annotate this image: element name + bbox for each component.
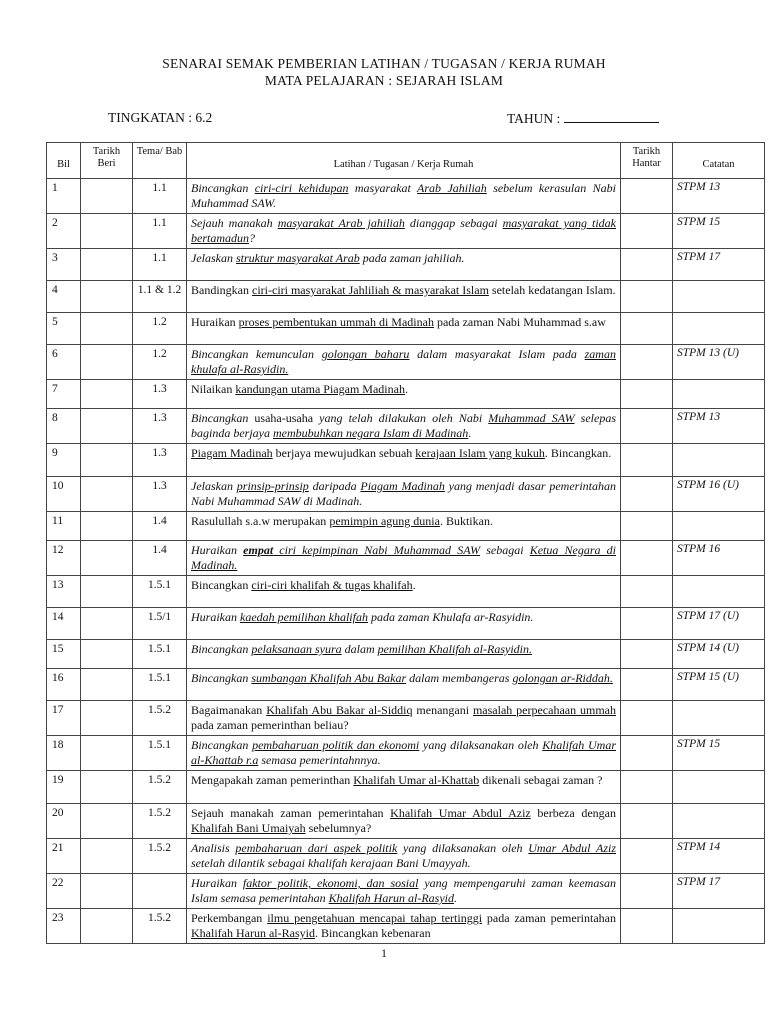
tema-bab-cell: 1.5.2 [133, 771, 187, 804]
tema-bab-cell: 1.3 [133, 477, 187, 512]
task-text-segment: Piagam Madinah [360, 479, 445, 493]
task-text-segment: Khalifah Harun al-Rasyid [191, 926, 315, 940]
task-text-segment: sumbangan Khalifah Abu Bakar [251, 671, 407, 685]
task-text-segment: . Bincangkan kebenaran [314, 926, 431, 940]
tarikh-beri-cell [81, 409, 133, 444]
task-text-segment: Piagam Madinah [191, 446, 273, 460]
task-cell [187, 736, 621, 771]
task-text-segment: sebelumnya? [305, 821, 372, 835]
table-row [47, 281, 765, 313]
task-text-segment: Sejauh manakah zaman pemerintahan [191, 806, 391, 820]
task-text-segment: ? [597, 773, 603, 787]
row-number: 7 [47, 380, 81, 409]
tarikh-hantar-cell [621, 608, 673, 640]
task-text-segment: Bagaimanakan [191, 703, 267, 717]
catatan-cell [673, 771, 765, 804]
catatan-cell: STPM 13 [673, 179, 765, 214]
table-header-row [47, 143, 765, 179]
tarikh-beri-cell [81, 608, 133, 640]
task-text-segment: golongan ar-Riddah. [512, 671, 613, 685]
task-cell [187, 281, 621, 313]
task-text-segment: pada zaman jahiliah. [359, 251, 465, 265]
tarikh-beri-cell [81, 909, 133, 944]
tarikh-beri-cell [81, 214, 133, 249]
task-text-segment: Arab Jahiliah [417, 181, 487, 195]
tarikh-beri-cell [81, 541, 133, 576]
catatan-cell [673, 380, 765, 409]
row-number: 8 [47, 409, 81, 444]
subject-title: MATA PELAJARAN : SEJARAH ISLAM [264, 73, 504, 88]
tarikh-hantar-cell [621, 909, 673, 944]
tarikh-hantar-cell [621, 874, 673, 909]
task-text-segment: berjaya mewujudkan sebuah [272, 446, 416, 460]
task-cell [187, 477, 621, 512]
task-text-segment: pemimpin agung dunia [329, 514, 440, 528]
table-row [47, 179, 765, 214]
task-text-segment: pemilihan Khalifah al-Rasyidin. [377, 642, 532, 656]
catatan-cell [673, 804, 765, 839]
tema-bab-cell: 1.5.2 [133, 839, 187, 874]
catatan-cell: STPM 14 (U) [673, 640, 765, 669]
col-header-tarikh-beri: Tarikh Beri [81, 143, 133, 179]
table-row [47, 736, 765, 771]
tahun-label: TAHUN : [507, 111, 561, 126]
task-cell [187, 669, 621, 701]
row-number: 2 [47, 214, 81, 249]
task-text-segment: Perkembangan [191, 911, 268, 925]
row-number: 23 [47, 909, 81, 944]
catatan-cell: STPM 15 [673, 214, 765, 249]
task-cell [187, 608, 621, 640]
tema-bab-cell: 1.1 & 1.2 [133, 281, 187, 313]
row-number: 22 [47, 874, 81, 909]
tema-bab-cell: 1.3 [133, 444, 187, 477]
task-text-segment: Huraikan [191, 543, 244, 557]
tarikh-beri-cell [81, 345, 133, 380]
row-number: 9 [47, 444, 81, 477]
tarikh-hantar-cell [621, 701, 673, 736]
row-number: 17 [47, 701, 81, 736]
task-text-segment: Huraikan [191, 876, 243, 890]
task-text-segment: Bincangkan [191, 578, 252, 592]
task-text-segment: dalam [341, 642, 378, 656]
catatan-cell [673, 701, 765, 736]
task-text-segment: pada zaman Nabi Muhammad s.aw [433, 315, 606, 329]
task-text-segment: Khalifah Umar al-Khattab r.a [191, 738, 616, 767]
row-number: 19 [47, 771, 81, 804]
task-cell [187, 409, 621, 444]
task-text-segment: Jelaskan [191, 251, 236, 265]
tema-bab-cell: 1.2 [133, 345, 187, 380]
table-row [47, 839, 765, 874]
tema-bab-cell: 1.5.2 [133, 701, 187, 736]
row-number: 1 [47, 179, 81, 214]
task-text-segment: Sejauh manakah [191, 216, 278, 230]
task-text-segment: sebagai [480, 543, 530, 557]
table-row [47, 608, 765, 640]
task-text-segment: Nilaikan [191, 382, 236, 396]
catatan-cell: STPM 17 [673, 249, 765, 281]
tarikh-hantar-cell [621, 576, 673, 608]
task-text-segment: ? [249, 231, 255, 245]
task-text-segment: pada zaman pemerinthan beliau? [191, 718, 349, 732]
task-text-segment: Bincangkan [191, 738, 253, 752]
row-number: 21 [47, 839, 81, 874]
row-number: 15 [47, 640, 81, 669]
task-cell [187, 444, 621, 477]
table-row [47, 444, 765, 477]
task-text-segment: yang mempengaruhi zaman keemasan Islam semasa pemerintahan [191, 876, 616, 905]
task-text-segment: proses pembentukan ummah di Madinah [238, 315, 434, 329]
task-text-segment: dianggap sebagai [404, 216, 503, 230]
tarikh-beri-cell [81, 576, 133, 608]
task-text-segment: dikenali sebagai zaman [479, 773, 598, 787]
row-number: 10 [47, 477, 81, 512]
tema-bab-cell: 1.2 [133, 313, 187, 345]
tarikh-beri-cell [81, 669, 133, 701]
task-text-segment: pada zaman Khulafa ar-Rasyidin. [367, 610, 534, 624]
row-number: 18 [47, 736, 81, 771]
tarikh-hantar-cell [621, 804, 673, 839]
task-text-segment: masalah perpecahaan ummah [472, 703, 616, 717]
tarikh-hantar-cell [621, 669, 673, 701]
task-text-segment: Bincangkan kemunculan [191, 347, 322, 361]
tarikh-hantar-cell [621, 640, 673, 669]
task-text-segment: yang dilaksanakan oleh [419, 738, 543, 752]
task-cell [187, 909, 621, 944]
tarikh-hantar-cell [621, 345, 673, 380]
tema-bab-cell: 1.5.1 [133, 669, 187, 701]
task-text-segment: pada zaman pemerintahan [482, 911, 616, 925]
task-text-segment: . [454, 891, 457, 905]
task-cell [187, 313, 621, 345]
catatan-cell: STPM 15 (U) [673, 669, 765, 701]
tarikh-hantar-cell [621, 179, 673, 214]
catatan-cell [673, 281, 765, 313]
col-header-bil: Bil [47, 143, 81, 179]
task-text-segment: prinsip-prinsip [236, 479, 309, 493]
tarikh-hantar-cell [621, 380, 673, 409]
task-text-segment: Bincangkan [191, 181, 255, 195]
tema-bab-cell [133, 874, 187, 909]
catatan-cell: STPM 14 [673, 839, 765, 874]
tema-bab-cell: 1.5.2 [133, 909, 187, 944]
task-text-segment: masyarakat [348, 181, 418, 195]
tarikh-hantar-cell [621, 541, 673, 576]
row-number: 20 [47, 804, 81, 839]
task-cell [187, 804, 621, 839]
row-number: 11 [47, 512, 81, 541]
row-number: 16 [47, 669, 81, 701]
task-text-segment: Bincangkan [191, 671, 252, 685]
tema-bab-cell: 1.1 [133, 179, 187, 214]
catatan-cell: STPM 13 (U) [673, 345, 765, 380]
tarikh-beri-cell [81, 313, 133, 345]
task-text-segment: Muhammad SAW [488, 411, 575, 425]
task-text-segment: struktur masyarakat Arab [235, 251, 360, 265]
task-text-segment: Ketua Negara di Madinah. [191, 543, 617, 572]
tarikh-hantar-cell [621, 313, 673, 345]
tema-bab-cell: 1.3 [133, 380, 187, 409]
table-row [47, 576, 765, 608]
task-text-segment: ciri kepimpinan Nabi Muhammad SAW [273, 543, 481, 557]
catatan-cell: STPM 17 [673, 874, 765, 909]
task-cell [187, 701, 621, 736]
col-header-tema-bab: Tema/ Bab [133, 143, 187, 179]
task-text-segment: selepas baginda berjaya [191, 411, 616, 440]
task-text-segment: ilmu pengetahuan mencapai tahap tertinggi [267, 911, 483, 925]
task-text-segment: ciri-ciri khalifah & tugas khalifah [251, 578, 413, 592]
task-text-segment: semasa pemerintahnnya. [258, 753, 381, 767]
table-row [47, 804, 765, 839]
task-text-segment: ciri-ciri kehidupan [254, 181, 349, 195]
row-number: 12 [47, 541, 81, 576]
task-text-segment: Analisis [191, 841, 236, 855]
task-cell [187, 179, 621, 214]
row-number: 6 [47, 345, 81, 380]
table-row [47, 541, 765, 576]
task-text-segment: Khalifah Abu Bakar al-Siddiq [266, 703, 413, 717]
tarikh-beri-cell [81, 640, 133, 669]
tarikh-beri-cell [81, 477, 133, 512]
table-row [47, 701, 765, 736]
tema-bab-cell: 1.1 [133, 214, 187, 249]
tarikh-beri-cell [81, 380, 133, 409]
task-text-segment: Bincangkan [191, 642, 252, 656]
col-header-tarikh-hantar: Tarikh Hantar [621, 143, 673, 179]
tarikh-beri-cell [81, 281, 133, 313]
task-text-segment: kerajaan Islam yang kukuh [415, 446, 545, 460]
task-text-segment: Umar Abdul Aziz [528, 841, 616, 855]
tarikh-beri-cell [81, 874, 133, 909]
task-text-segment: . Buktikan. [439, 514, 493, 528]
catatan-cell: STPM 16 (U) [673, 477, 765, 512]
tema-bab-cell: 1.3 [133, 409, 187, 444]
col-header-catatan: Catatan [673, 143, 765, 179]
task-text-segment: . [412, 578, 416, 592]
table-row [47, 477, 765, 512]
task-text-segment: Rasulullah s.a.w merupakan [191, 514, 330, 528]
task-text-segment: zaman khulafa al-Rasyidin. [191, 347, 616, 376]
catatan-cell [673, 512, 765, 541]
row-number: 3 [47, 249, 81, 281]
task-text-segment: pembaharuan dari aspek politik [235, 841, 398, 855]
catatan-cell: STPM 13 [673, 409, 765, 444]
tarikh-hantar-cell [621, 214, 673, 249]
task-text-segment: setelah kedatangan Islam. [488, 283, 616, 297]
task-text-segment: golongan baharu [321, 347, 410, 361]
row-number: 13 [47, 576, 81, 608]
table-row [47, 409, 765, 444]
catatan-cell [673, 576, 765, 608]
tema-bab-cell: 1.5.2 [133, 804, 187, 839]
tarikh-hantar-cell [621, 477, 673, 512]
task-cell [187, 345, 621, 380]
task-text-segment: masyarakat yang tidak bertamadun [191, 216, 617, 245]
task-text-segment: berbeza dengan [530, 806, 616, 820]
tarikh-hantar-cell [621, 512, 673, 541]
row-number: 14 [47, 608, 81, 640]
task-text-segment: dalam membangeras [406, 671, 513, 685]
tahun-blank-line [564, 110, 659, 123]
document-title: SENARAI SEMAK PEMBERIAN LATIHAN / TUGASAN / KERJA RUMAH [162, 56, 606, 71]
tarikh-beri-cell [81, 804, 133, 839]
table-row [47, 345, 765, 380]
task-text-segment: Jelaskan [191, 479, 237, 493]
task-text-segment: sebelum kerasulan Nabi Muhammad SAW. [191, 181, 616, 210]
task-text-segment: kandungan utama Piagam Madinah [235, 382, 405, 396]
tarikh-hantar-cell [621, 444, 673, 477]
catatan-cell [673, 313, 765, 345]
tema-bab-cell: 1.5.1 [133, 576, 187, 608]
col-header-task: Latihan / Tugasan / Kerja Rumah [187, 143, 621, 179]
tema-bab-cell: 1.5.1 [133, 640, 187, 669]
task-text-segment: setelah dilantik sebagai khalifah kerajaan Bani Umayyah. [191, 856, 471, 870]
table-row [47, 313, 765, 345]
tema-bab-cell: 1.1 [133, 249, 187, 281]
page-number: 1 [381, 946, 387, 960]
table-row [47, 380, 765, 409]
task-text-segment: pelaksanaan syura [251, 642, 342, 656]
task-cell [187, 576, 621, 608]
task-cell [187, 839, 621, 874]
tarikh-beri-cell [81, 249, 133, 281]
task-text-segment: Bandingkan [191, 283, 252, 297]
tarikh-hantar-cell [621, 736, 673, 771]
task-text-segment: ciri-ciri masyarakat Jahliliah & masyarakat Islam [252, 283, 489, 297]
task-text-segment: kaedah pemilihan khalifah [240, 610, 368, 624]
task-text-segment: yang dilaksanakan oleh [397, 841, 529, 855]
task-text-segment: faktor politik, ekonomi, dan sosial [242, 876, 419, 890]
tarikh-beri-cell [81, 701, 133, 736]
task-cell [187, 249, 621, 281]
task-text-segment: Khalifah Umar al-Khattab [353, 773, 480, 787]
tema-bab-cell: 1.4 [133, 512, 187, 541]
tarikh-beri-cell [81, 839, 133, 874]
task-text-segment: empat [243, 543, 274, 557]
tema-bab-cell: 1.4 [133, 541, 187, 576]
table-row [47, 909, 765, 944]
task-text-segment: dalam masyarakat Islam pada [409, 347, 585, 361]
catatan-cell: STPM 16 [673, 541, 765, 576]
checklist-table [46, 142, 765, 944]
tarikh-beri-cell [81, 512, 133, 541]
tarikh-hantar-cell [621, 281, 673, 313]
tarikh-hantar-cell [621, 409, 673, 444]
task-cell [187, 214, 621, 249]
task-text-segment: daripada [308, 479, 361, 493]
task-text-segment: pembaharuan politik dan ekonomi [252, 738, 420, 752]
task-text-segment: yang menjadi dasar pemerintahan Nabi Muhammad SAW di Madinah. [191, 479, 616, 508]
table-row [47, 214, 765, 249]
task-text-segment: Huraikan [191, 315, 239, 329]
row-number: 5 [47, 313, 81, 345]
task-text-segment: usaha-usaha [254, 411, 314, 425]
catatan-cell [673, 909, 765, 944]
tarikh-beri-cell [81, 179, 133, 214]
tarikh-beri-cell [81, 444, 133, 477]
table-row [47, 874, 765, 909]
catatan-cell: STPM 15 [673, 736, 765, 771]
table-row [47, 771, 765, 804]
tarikh-hantar-cell [621, 771, 673, 804]
tarikh-hantar-cell [621, 839, 673, 874]
task-cell [187, 380, 621, 409]
row-number: 4 [47, 281, 81, 313]
tarikh-beri-cell [81, 771, 133, 804]
table-row [47, 640, 765, 669]
tarikh-beri-cell [81, 736, 133, 771]
task-text-segment: membubuhkan negara Islam di Madinah [273, 426, 469, 440]
catatan-cell: STPM 17 (U) [673, 608, 765, 640]
task-text-segment: Khalifah Harun al-Rasyid [328, 891, 454, 905]
task-text-segment: yang telah dilakukan oleh Nabi [313, 411, 489, 425]
task-text-segment: . Bincangkan. [544, 446, 612, 460]
task-text-segment: Khalifah Umar Abdul Aziz [390, 806, 531, 820]
task-cell [187, 771, 621, 804]
tarikh-hantar-cell [621, 249, 673, 281]
task-text-segment: . [468, 426, 472, 440]
tingkatan-label: TINGKATAN : 6.2 [108, 110, 213, 125]
catatan-cell [673, 444, 765, 477]
table-row [47, 669, 765, 701]
task-text-segment: Huraikan [191, 610, 240, 624]
task-cell [187, 541, 621, 576]
task-text-segment: . [404, 382, 408, 396]
tema-bab-cell: 1.5.1 [133, 736, 187, 771]
table-row [47, 512, 765, 541]
table-body [47, 179, 765, 944]
task-text-segment: Mengapakah zaman pemerinthan [191, 773, 354, 787]
tema-bab-cell: 1.5/1 [133, 608, 187, 640]
task-cell [187, 640, 621, 669]
task-text-segment: menangani [412, 703, 473, 717]
table-row [47, 249, 765, 281]
task-cell [187, 874, 621, 909]
task-text-segment: masyarakat Arab jahiliah [277, 216, 405, 230]
tahun-field [507, 110, 659, 127]
task-text-segment: Bincangkan [191, 411, 255, 425]
task-cell [187, 512, 621, 541]
task-text-segment: Khalifah Bani Umaiyah [191, 821, 306, 835]
